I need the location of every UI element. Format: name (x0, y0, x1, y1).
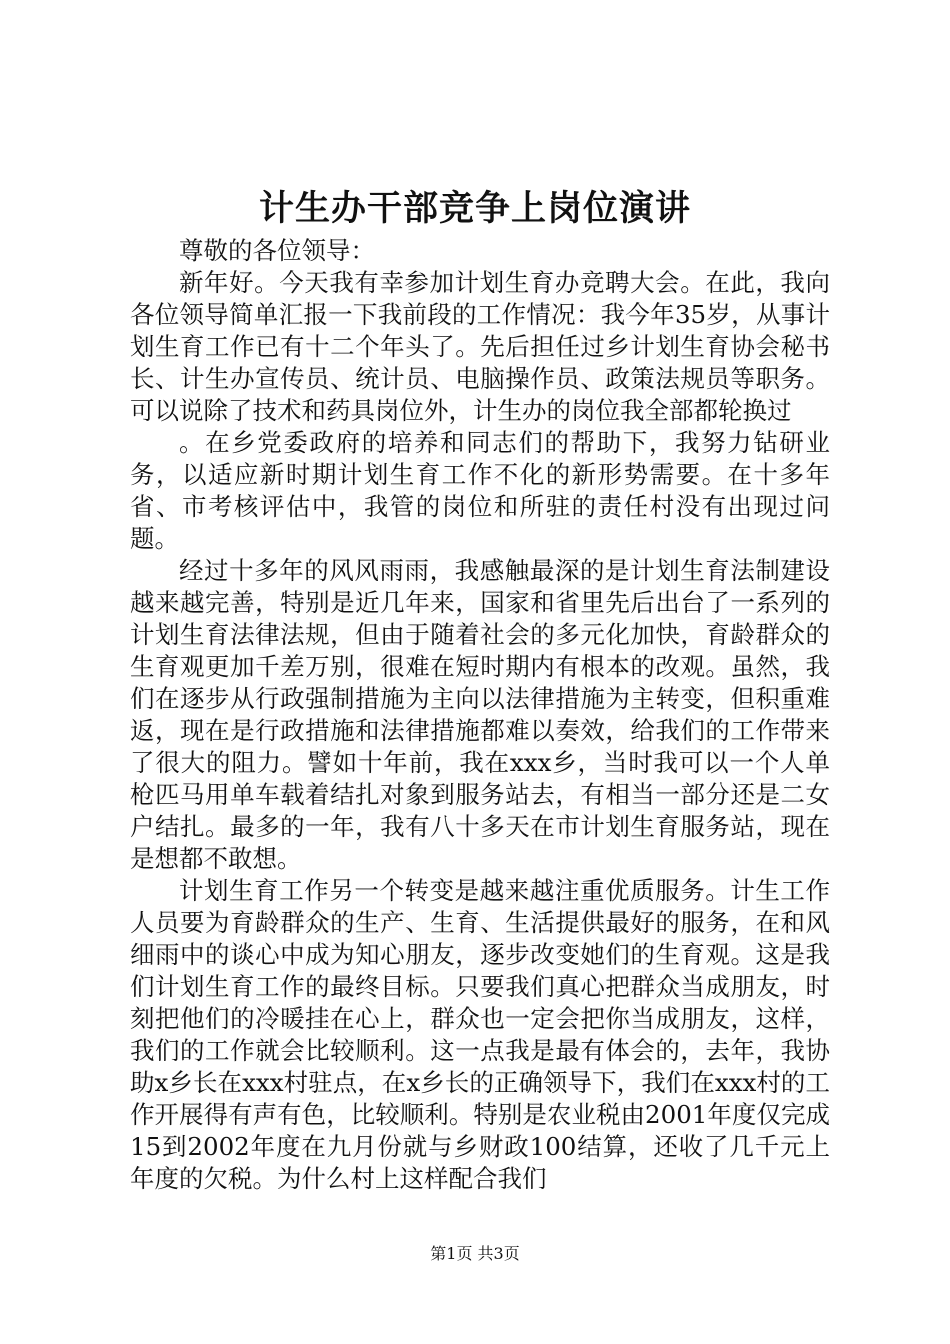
page-footer: 第1页 共3页 (430, 1244, 520, 1263)
document-body (130, 235, 830, 1195)
paragraph-4: 计划生育工作另一个转变是越来越注重优质服务。计生工作人员要为育龄群众的生产、生育、生活提供最好的服务，在和风细雨中的谈心中成为知心朋友，逐步改变她们的生育观。这是我们计划生育工作的最终目标。只要我们真心把群众当成朋友，时刻把他们的冷暖挂在心上，群众也一定会把你当成朋友，这样，我们的工作就会比较顺利。这一点我是最有体会的，去年，我协助x乡长在xxx村驻点，在x乡长的正确领导下，我们在xxx村的工作开展得有声有色，比较顺利。特别是农业税由2001年度仅完成15到2002年度在九月份就与乡财政100结算，还收了几千元上年度的欠税。为什么村上这样配合我们 (130, 876, 830, 1193)
paragraph-3: 经过十多年的风风雨雨，我感触最深的是计划生育法制建设越来越完善，特别是近几年来，国家和省里先后出台了一系列的计划生育法律法规，但由于随着社会的多元化加快，育龄群众的生育观更加千差万别，很难在短时期内有根本的改观。虽然，我们在逐步从行政强制措施为主向以法律措施为主转变，但积重难返，现在是行政措施和法律措施都难以奏效，给我们的工作带来了很大的阻力。譬如十年前，我在xxx乡，当时我可以一个人单枪匹马用单车载着结扎对象到服务站去，有相当一部分还是二女户结扎。最多的一年，我有八十多天在市计划生育服务站，现在是想都不敢想。 (130, 556, 830, 873)
paragraph-2: 。在乡党委政府的培养和同志们的帮助下，我努力钻研业务，以适应新时期计划生育工作不化的新形势需要。在十多年省、市考核评估中，我管的岗位和所驻的责任村没有出现过问题。 (130, 428, 830, 553)
document-title: 计生办干部竞争上岗位演讲 (258, 188, 691, 229)
salutation: 尊敬的各位领导： (179, 236, 375, 265)
paragraph-1: 新年好。今天我有幸参加计划生育办竞聘大会。在此，我向各位领导简单汇报一下我前段的工作情况：我今年35岁，从事计划生育工作已有十二个年头了。先后担任过乡计划生育协会秘书长、计生办宣传员、统计员、电脑操作员、政策法规员等职务。可以说除了技术和药具岗位外，计生办的岗位我全部都轮换过 (130, 268, 830, 425)
